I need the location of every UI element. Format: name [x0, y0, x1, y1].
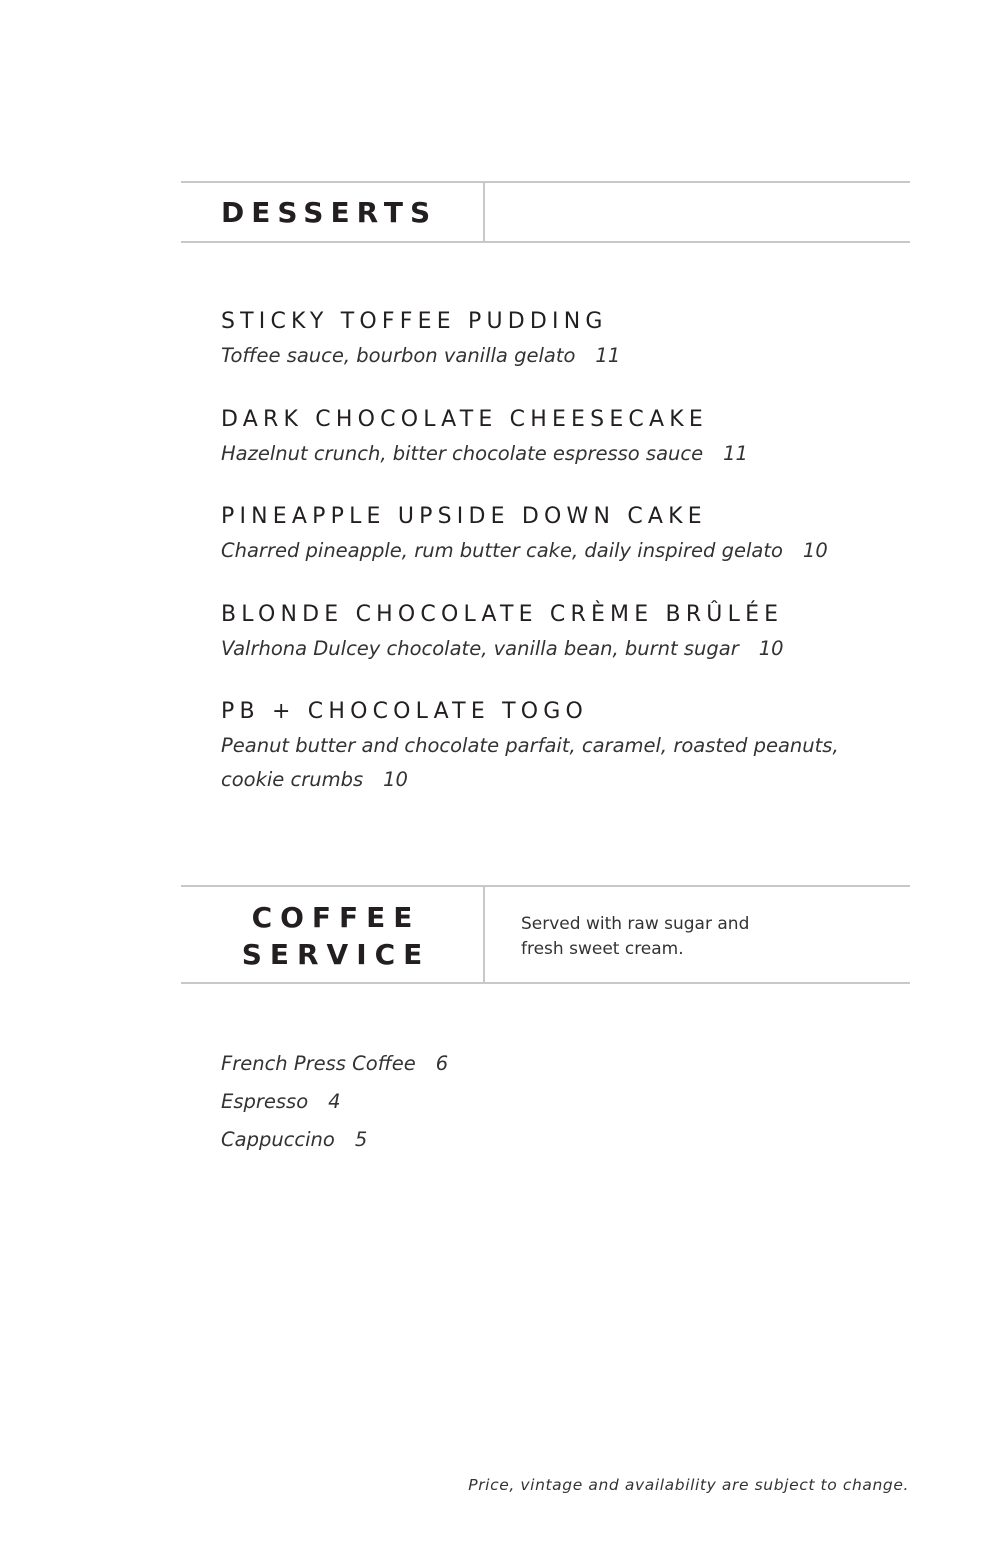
dessert-description: Valrhona Dulcey chocolate, vanilla bean, burnt sugar 10	[221, 636, 784, 660]
desserts-section-header	[181, 181, 910, 243]
coffee-title-line: COFFEE	[251, 901, 421, 934]
dessert-list	[221, 305, 861, 793]
dessert-item	[221, 598, 861, 696]
dessert-item	[221, 403, 861, 501]
header-divider	[483, 183, 485, 241]
dessert-item	[221, 500, 861, 598]
coffee-item	[221, 1083, 861, 1121]
dessert-price: 10	[758, 636, 784, 660]
disclaimer: Price, vintage and availability are subject to change.	[468, 1476, 909, 1494]
dessert-name: PB + CHOCOLATE TOGO	[221, 699, 589, 724]
coffee-name: Cappuccino	[221, 1128, 335, 1151]
coffee-item	[221, 1121, 861, 1159]
dessert-name: STICKY TOFFEE PUDDING	[221, 309, 608, 334]
dessert-name: DARK CHOCOLATE CHEESECAKE	[221, 406, 708, 432]
dessert-item	[221, 305, 861, 403]
dessert-price: 11	[723, 441, 748, 465]
coffee-price: 4	[328, 1090, 341, 1113]
dessert-price: 11	[595, 344, 621, 367]
coffee-section-header	[181, 885, 910, 984]
dessert-description: Peanut butter and chocolate parfait, caramel, roasted peanuts, cookie crumbs 10	[221, 734, 839, 791]
coffee-name: Espresso	[221, 1090, 309, 1113]
coffee-title-line: SERVICE	[241, 938, 431, 971]
dessert-price: 10	[802, 539, 828, 562]
dessert-item	[221, 695, 861, 793]
dessert-price: 10	[383, 768, 408, 791]
coffee-note: Served with raw sugar and fresh sweet cream.	[521, 914, 750, 959]
header-divider	[483, 887, 485, 982]
coffee-list	[221, 1045, 861, 1159]
desserts-title: DESSERTS	[221, 196, 438, 229]
dessert-description: Charred pineapple, rum butter cake, daily inspired gelato 10	[221, 539, 828, 562]
dessert-description: Hazelnut crunch, bitter chocolate espresso sauce 11	[221, 441, 748, 465]
coffee-title	[181, 899, 483, 973]
coffee-name: French Press Coffee	[221, 1052, 416, 1075]
dessert-name: PINEAPPLE UPSIDE DOWN CAKE	[221, 504, 707, 529]
dessert-name: BLONDE CHOCOLATE CRÈME BRÛLÉE	[221, 601, 784, 627]
dessert-description: Toffee sauce, bourbon vanilla gelato 11	[221, 344, 621, 367]
coffee-price: 5	[354, 1128, 368, 1151]
coffee-item	[221, 1045, 861, 1083]
coffee-price: 6	[435, 1052, 449, 1075]
